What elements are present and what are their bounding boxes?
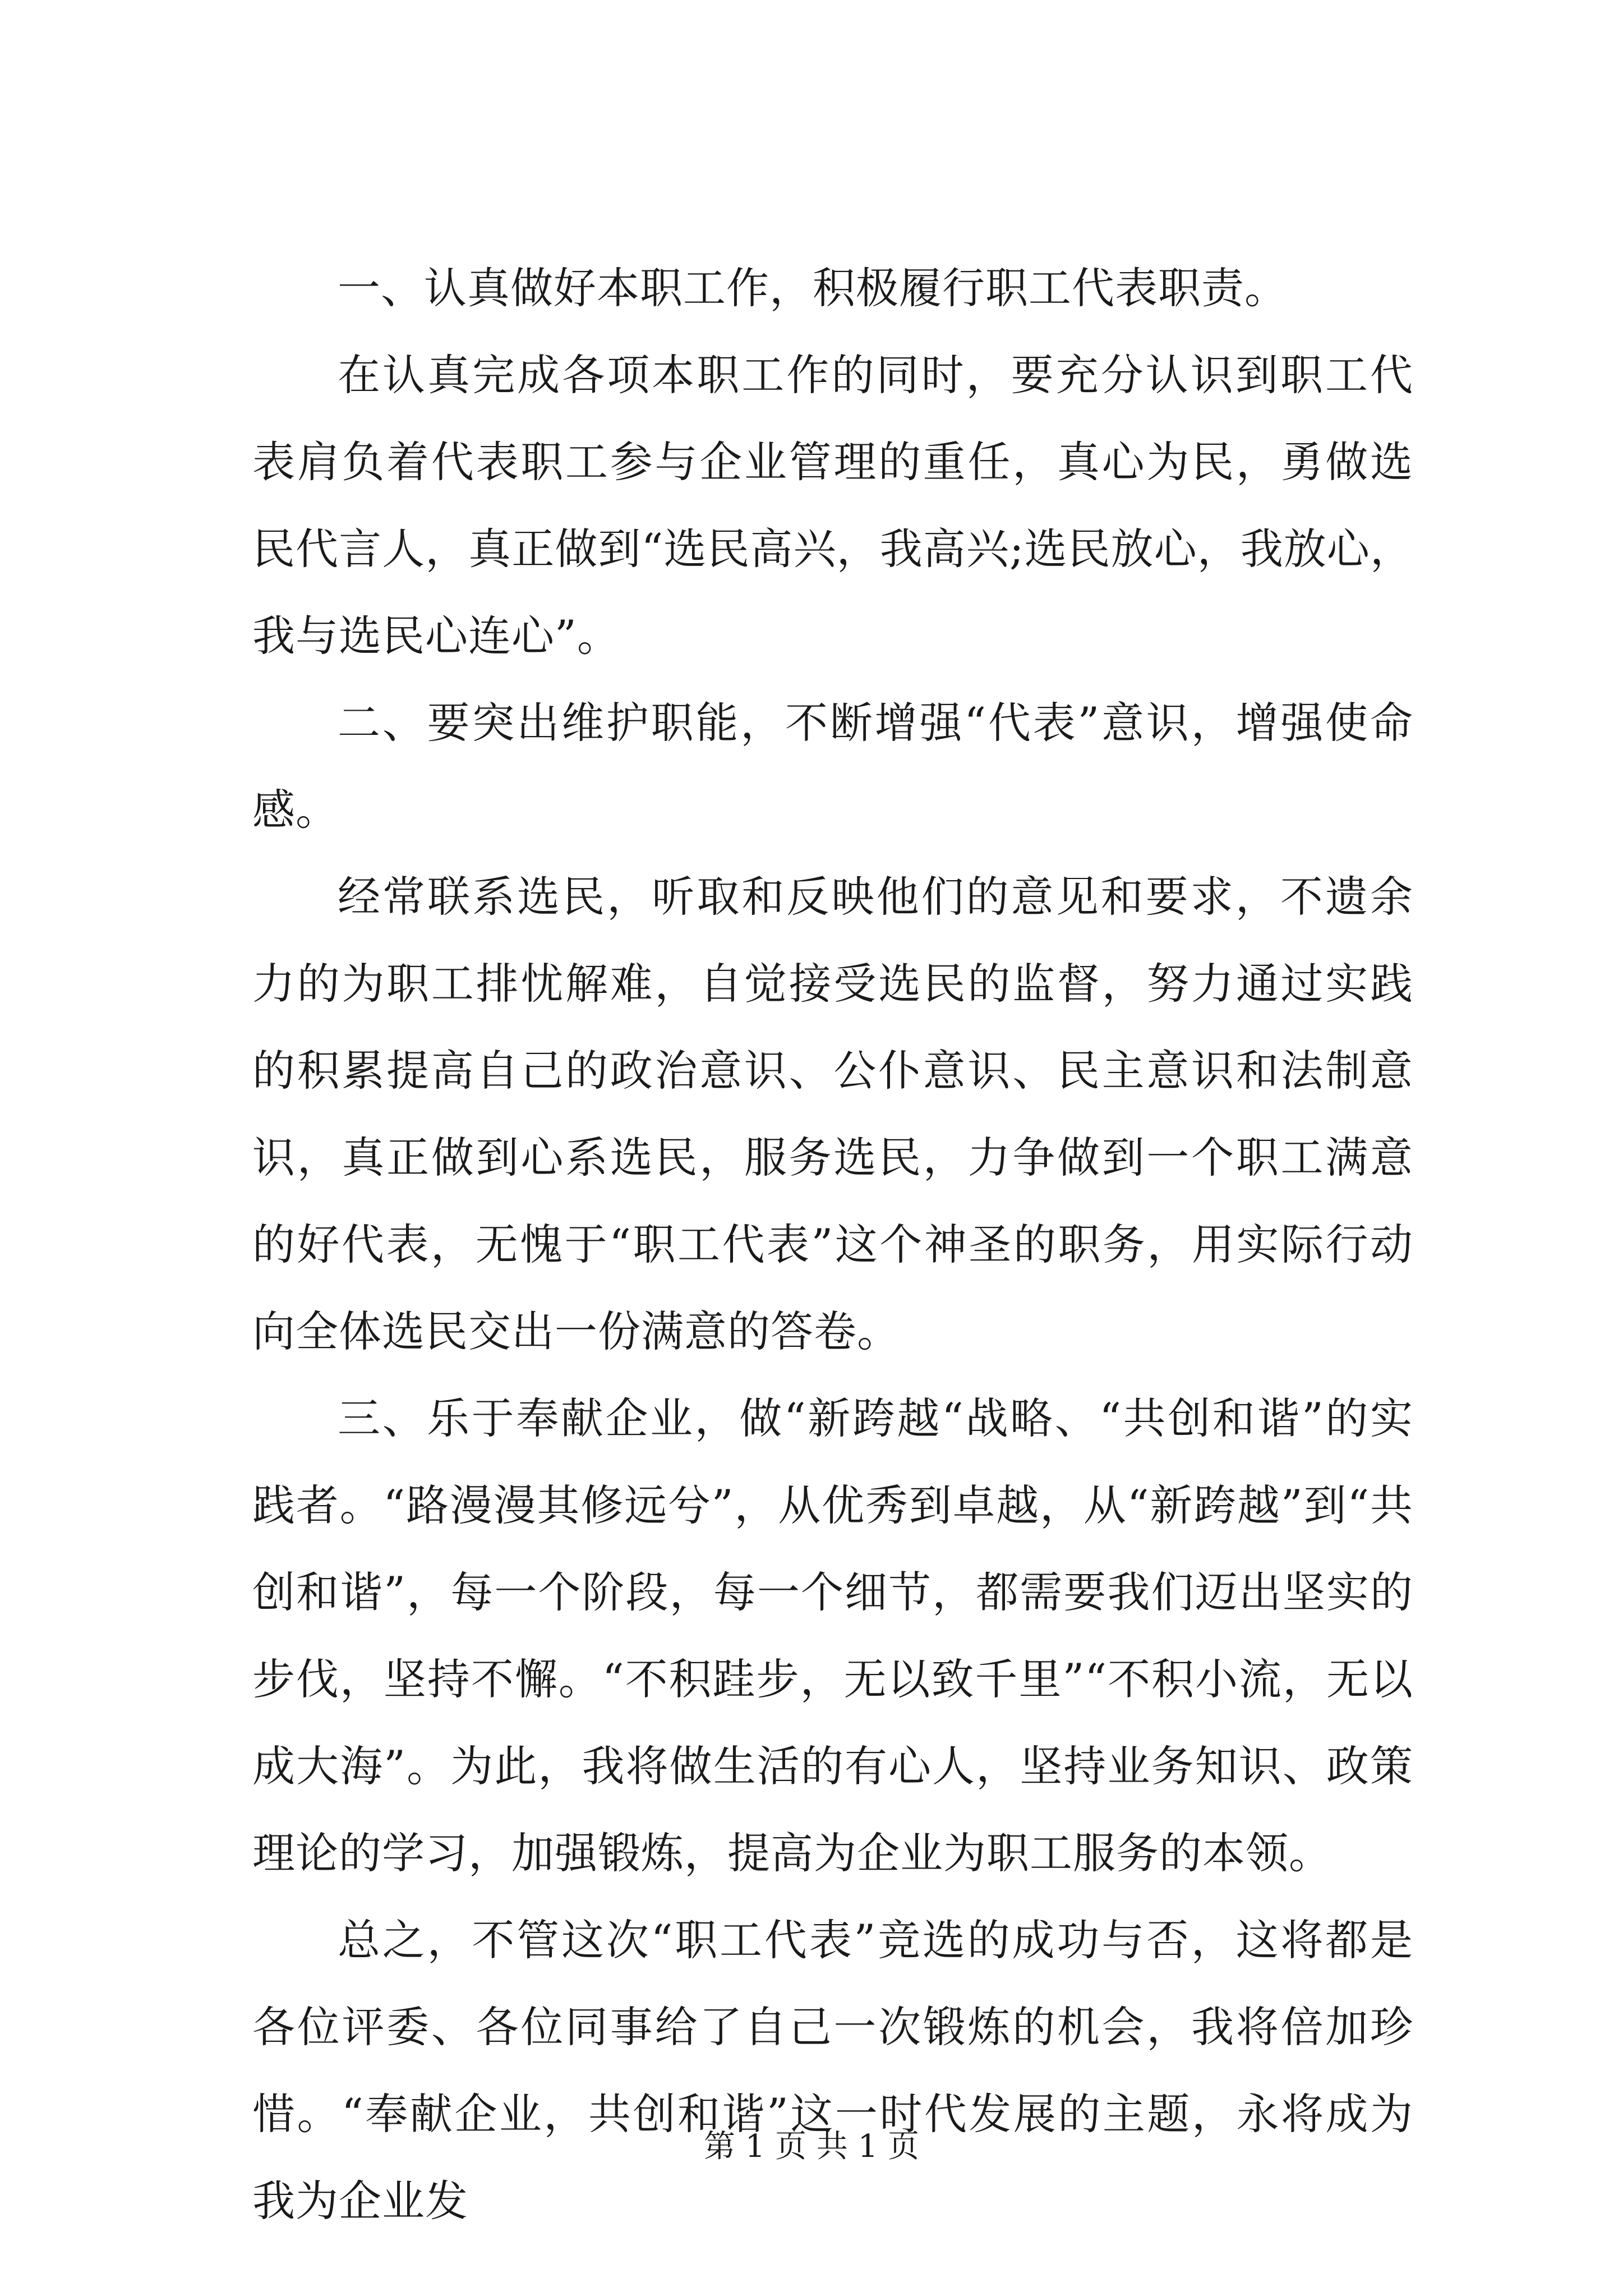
paragraph-section-2: 经常联系选民，听取和反映他们的意见和要求，不遗余力的为职工排忧解难，自觉接受选民的监督，努力通过实践的积累提高自己的政治意识、公仆意识、民主意识和法制意识，真正做到心系选民，服务选民，力争做到一个职工满意的好代表，无愧于“职工代表”这个神圣的职务，用实际行动向全体选民交出一份满意的答卷。: [252, 872, 1413, 1356]
paragraph-conclusion: 总之，不管这次“职工代表”竞选的成功与否，这将都是各位评委、各位同事给了自己一次锻炼的机会，我将倍加珍惜。“奉献企业，共创和谐”这一时代发展的主题，永将成为我为企业发: [252, 1915, 1413, 2226]
paragraph-section-1: 在认真完成各项本职工作的同时，要充分认识到职工代表肩负着代表职工参与企业管理的重任，真心为民，勇做选民代言人，真正做到“选民高兴，我高兴;选民放心，我放心，我与选民心连心”。: [252, 350, 1413, 661]
heading-section-1: 一、认真做好本职工作，积极履行职工代表职责。: [338, 263, 1288, 313]
heading-section-2: 二、要突出维护职能，不断增强“代表”意识，增强使命感。: [252, 698, 1413, 835]
page-footer: [0, 2127, 1623, 2166]
paragraph-section-3: 三、乐于奉献企业，做“新跨越“战略、“共创和谐”的实践者。“路漫漫其修远兮”，从优秀到卓越，从“新跨越”到“共创和谐”，每一个阶段，每一个细节，都需要我们迈出坚实的步伐，坚持不懈。“不积跬步，无以致千里”“不积小流，无以成大海”。为此，我将做生活的有心人，坚持业务知识、政策理论的学习，加强锻炼，提高为企业为职工服务的本领。: [252, 1393, 1413, 1878]
document-body: [252, 245, 1413, 2244]
page-number-label: 第 1 页 共 1 页: [703, 2128, 920, 2165]
